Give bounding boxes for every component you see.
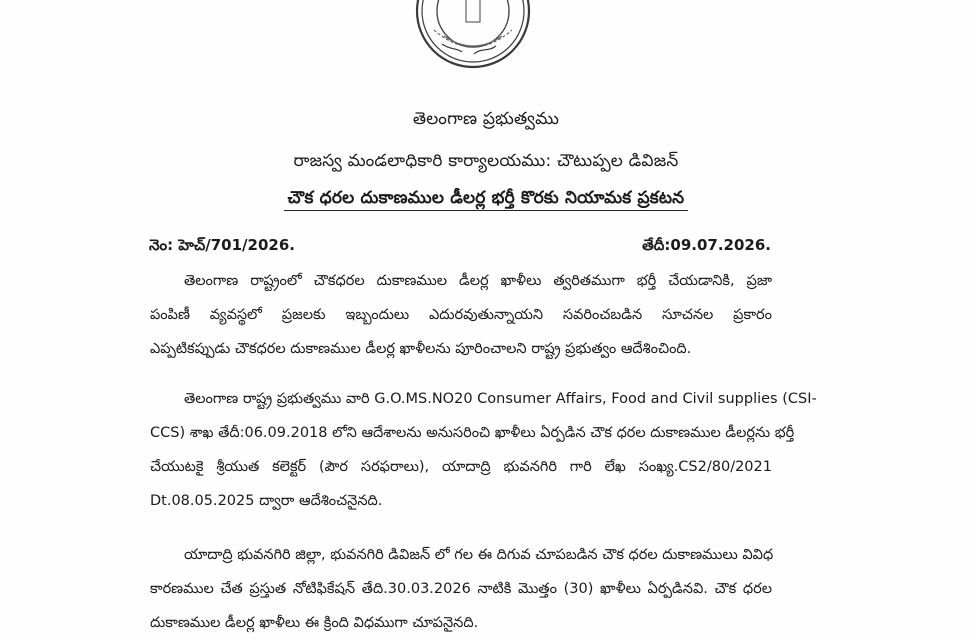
paragraph-line: కారణముల చేత ప్రస్తుత నోటిఫికేషన్ తేది.30.03.2026 నాటికి మొత్తం (30) ఖాళీలు ఏర్పడినవి. చౌక ధరల [150,581,772,597]
paragraph-3 [150,538,772,640]
reference-date: తేదీ:09.07.2026. [642,236,771,254]
paragraph-line: చేయుటకై శ్రీయుత కలెక్టర్ (పౌర సరఫరాలు), యాదాద్రి భువనగిరి గారి లేఖ సంఖ్య.CS2/80/2021 [150,459,772,475]
paragraph-line: దుకాణముల డీలర్ల ఖాళీలు ఈ క్రింది విధముగా చూపనైనది. [150,615,479,631]
paragraph-line: ఎప్పటికప్పుడు చౌకధరల దుకాణముల డీలర్ల ఖాళీలను పూరించాలని రాష్ట్ర ప్రభుత్వం ఆదేశించింది. [150,341,692,357]
paragraph-2 [150,382,817,518]
paragraph-line: Dt.08.05.2025 ద్వారా ఆదేశించనైనది. [150,493,383,509]
paragraph-line: యాదాద్రి భువనగిరి జిల్లా, భువనగిరి డివిజన్ లో గల ఈ దిగువ చూపబడిన చౌక ధరల దుకాణములు వివిధ [184,547,774,563]
office-heading: రాజస్వ మండలాధికారి కార్యాలయము: చౌటుప్పల డివిజన్ [293,151,679,171]
paragraph-line: CCS) శాఖ తేదీ:06.09.2018 లోని ఆదేశాలను అనుసరించి ఖాళీలు ఏర్పడిన చౌక ధరల దుకాణముల డీలర్లను భర్తీ [150,425,795,441]
paragraph-1 [150,264,772,366]
notice-title [0,188,972,212]
paragraph-line: తెలంగాణ రాష్ట్రంలో చౌకధరల దుకాణముల డీలర్ల ఖాళీలు త్వరితముగా భర్తీ చేయడానికి, ప్రజా [184,273,772,289]
paragraph-line: తెలంగాణ రాష్ట్ర ప్రభుత్వము వారి G.O.MS.NO20 Consumer Affairs, Food and Civil supplies (CSI- [184,391,817,407]
notice-title-text: చౌక ధరల దుకాణముల డీలర్ల భర్తీ కొరకు నియామక ప్రకటన [284,188,689,211]
paragraph-line: పంపిణీ వ్యవస్థలో ప్రజలకు ఇబ్బందులు ఎదురవుతున్నాయని సవరించబడిన సూచనల ప్రకారం [150,307,772,323]
government-seal-icon [414,0,532,70]
government-heading: తెలంగాణ ప్రభుత్వము [412,109,560,129]
reference-number: నెం: హెచ్/701/2026. [149,236,295,254]
